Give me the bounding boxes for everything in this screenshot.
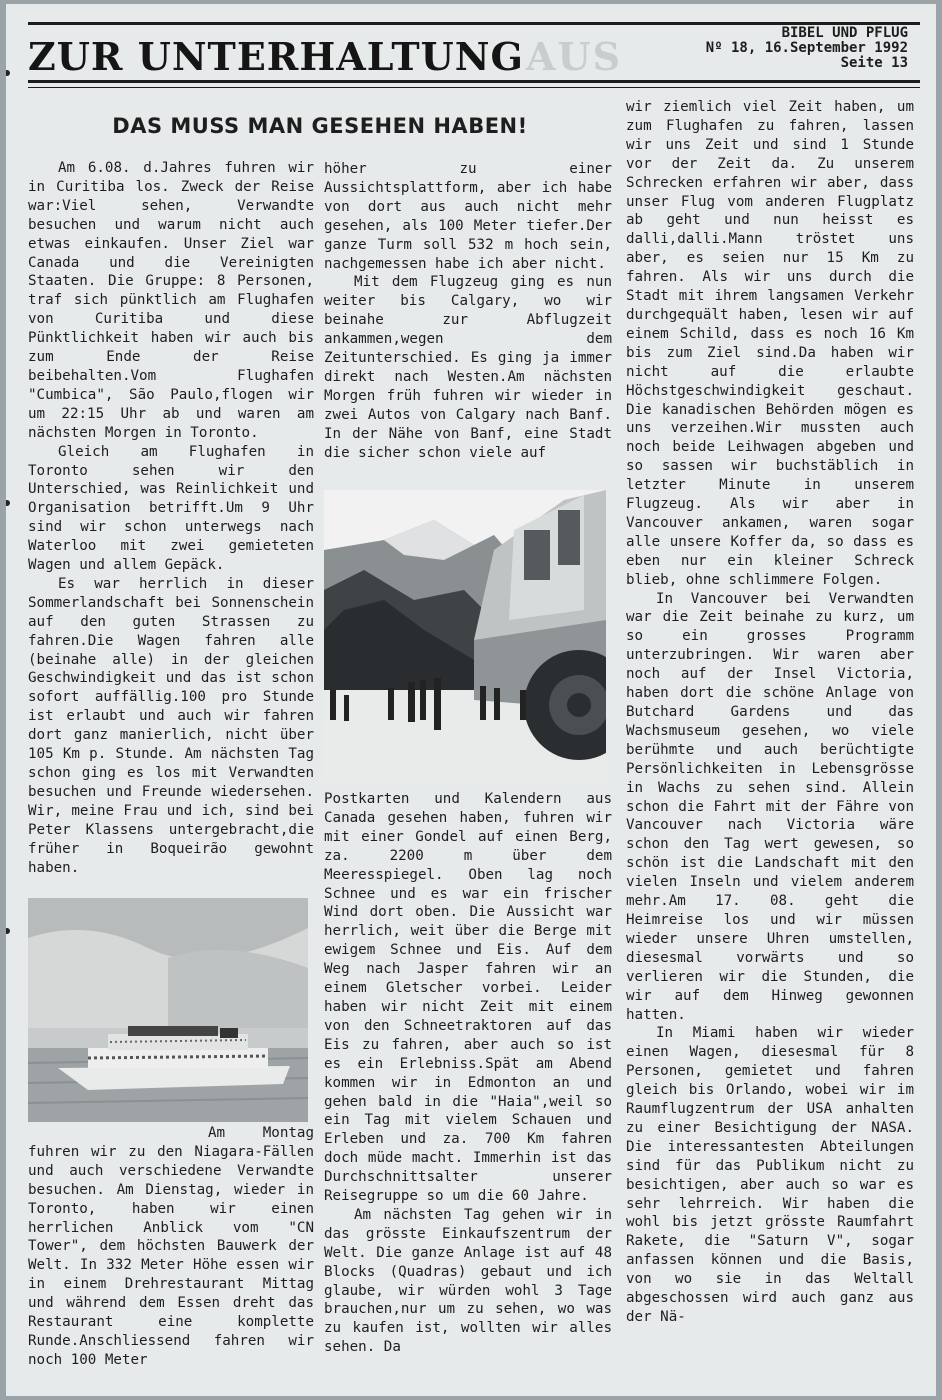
column-1-continued — [28, 1124, 314, 1370]
paragraph: Postkarten und Kalendern aus Canada gesehen haben, fuhren wir mit einer Gondel auf einen Berg, za. 2200 m über dem Meeresspiegel. Oben lag noch Schnee und es war ein frischer Wind dort oben. Die Aussicht war herrlich, weit über die Berge mit ewigem Schnee und Eis. Auf dem Weg nach Jasper fahren wir an einem Gletscher vorbei. Leider haben wir nicht Zeit mit einem von den Schneetraktoren auf das Eis zu fahren, aber auch so ist es ein Erlebniss.Spät am Abend kommen wir in Edmonton an und gehen bald in die "Haia",weil so ein Tag mit vielem Schauen und Erleben und za. 700 Km fahren doch müde macht. Immerhin ist das Durchschnittsalter unserer Reisegruppe so um die 60 Jahre. — [324, 791, 612, 1205]
paragraph: Gleich am Flughafen in Toronto sehen wir den Unterschied, was Reinlichkeit und Organisation betrifft.Um 9 Uhr sind wir schon unterwegs nach Waterloo mit zwei gemieteten Wagen und allem Gepäck. — [28, 443, 314, 574]
header-rule-bottom — [28, 80, 920, 83]
punch-hole — [6, 500, 10, 506]
punch-hole — [6, 928, 10, 934]
paragraph: Am 6.08. d.Jahres fuhren wir in Curitiba los. Zweck der Reise war:Viel sehen, Verwandte besuchen und warum nicht auch etwas einkaufen. Unser Ziel war Canada und die Vereinigten Staaten. Die Gruppe: 8 Personen, traf sich pünktlich am Flughafen von Curitiba und diese Pünktlichkeit haben wir auch bis zum Ende der Reise beibehalten.Vom Flughafen "Cumbica", São Paulo,flogen wir um 22:15 Uhr ab und waren am nächsten Morgen in Toronto. — [28, 160, 314, 441]
ship-photo — [28, 898, 308, 1122]
paragraph: höher zu einer Aussichtsplattform, aber ich habe von dort aus auch nicht mehr gesehen, als 100 Meter tiefer.Der ganze Turm soll 532 m hoch sein, nachgemessen habe ich aber nicht. — [324, 161, 612, 272]
paragraph: Am nächsten Tag gehen wir in das grösste Einkaufszentrum der Welt. Die ganze Anlage ist auf 48 Blocks (Quadras) gebaut und ich glaube, wir würden wohl 3 Tage brauchen,nur um zu sehen, wo was zu kaufen ist, wollten wir alles sehen. Da — [324, 1206, 612, 1356]
newsletter-page — [6, 4, 936, 1396]
article-headline: DAS MUSS MAN GESEHEN HABEN! — [112, 114, 528, 138]
glacier-photo — [324, 490, 606, 782]
issue-date: Nº 18, 16.September 1992 — [705, 40, 908, 56]
paragraph: wir ziemlich viel Zeit haben, um zum Flughafen zu fahren, lassen wir uns Zeit und sind 1 Stunde vor der Zeit da. Zu unserem Schrecken erfahren wir aber, dass unser Flug vom anderen Flugplatz ab geht und nun heisst es dalli,dalli.Mann tröstet uns aber, es seien nur 15 Km zu fahren. Als wir uns durch die Stadt mit ihrem langsamen Verkehr durchgequält haben, lesen wir auf einem Schild, dass es noch 16 Km bis zum Ziel sind.Da haben wir nicht auf die erlaubte Höchstgeschwindigkeit geschaut. Die kanadischen Behörden mögen es uns verzeihen.Wir mussten auch noch beide Leihwagen abgeben und so sassen wir buchstäblich in letzter Minute in unserem Flugzeug. Als wir aber in Vancouver ankamen, waren sogar alle unsere Koffer da, so dass es eben nur ein kleiner Schreck blieb, ohne schlimmere Folgen. — [626, 99, 914, 588]
bleed-through-text: AUS — [526, 34, 623, 79]
paragraph: Am Montag fuhren wir zu den Niagara-Fällen und auch verschiedene Verwandte besuchen. Am Dienstag, wieder in Toronto, haben wir einen herrlichen Anblick vom "CN Tower", dem höchsten Bauwerk der Welt. In 332 Meter Höhe essen wir in einem Drehrestaurant Mittag und während dem Essen dreht das Restaurant eine komplette Runde.Anschliessend fahren wir noch 100 Meter — [28, 1125, 314, 1368]
header-rule-thin — [28, 87, 920, 88]
issue-info — [706, 26, 908, 71]
paragraph: Es war herrlich in dieser Sommerlandschaft bei Sonnenschein auf den guten Strassen zu fahren.Die Wagen fahren alle (beinahe alle) in der gleichen Geschwindigkeit und das ist schon sofort auffällig.100 pro Stunde ist erlaubt und auch wir fahren dort ganz manierlich, nicht über 105 Km p. Stunde. Am nächsten Tag schon ging es los mit Verwandten besuchen und Freunde wiedersehen. Wir, meine Frau und ich, sind bei Peter Klassens untergebracht,die früher in Boqueirão gewohnt haben. — [28, 575, 314, 876]
column-2 — [324, 160, 612, 463]
page-number: Seite 13 — [840, 55, 908, 71]
section-title: ZUR UNTERHALTUNG — [28, 34, 524, 79]
punch-hole — [6, 70, 10, 76]
paragraph: In Vancouver bei Verwandten war die Zeit beinahe zu kurz, um so ein grosses Programm unterzubringen. Wir waren aber noch auf der Insel Victoria, haben dort die schöne Anlage von Butchard Gardens und das Wachsmuseum gesehen, wo viele berühmte und auch berüchtigte Persönlichkeiten in Lebensgrösse in Wachs zu sehen sind. Allein schon die Fahrt mit der Fähre von Vancouver nach Victoria wäre schon den Tag wert gewesen, so schön ist die Landschaft mit den vielen Inseln und vielem anderem mehr.Am 17. 08. geht die Heimreise los und wir müssen wieder unsere Uhren umstellen, diesesmal vorwärts und so verlieren wir die Stunden, die wir auf dem Hinweg gewonnen hatten. — [626, 590, 914, 1023]
column-3 — [626, 98, 914, 1327]
paragraph: Mit dem Flugzeug ging es nun weiter bis Calgary, wo wir beinahe zur Abflugzeit ankammen,wegen dem Zeitunterschied. Es ging ja immer direkt nach Westen.Am nächsten Morgen früh fuhren wir wieder in zwei Autos von Calgary nach Banf. In der Nähe von Banf, eine Stadt die sicher schon viele auf — [324, 274, 612, 461]
paragraph: In Miami haben wir wieder einen Wagen, diesesmal für 8 Personen, gemietet und fahren gleich bis Orlando, wobei wir im Raumflugzentrum der USA anhalten zu einer Besichtigung der NASA. Die interessantesten Abteilungen sind für das Publikum nicht zu besichtigen, aber auch so war es sehr lehrreich. Wir haben die wohl bis jetzt grösste Raumfahrt Rakete, die "Saturn V", sogar anfassen können und die Basis, von wo sie in das Weltall abgeschossen wird auch ganz aus der Nä- — [626, 1025, 914, 1325]
column-2-continued — [324, 790, 612, 1357]
publication-name: BIBEL UND PFLUG — [781, 25, 908, 41]
column-1 — [28, 159, 314, 877]
